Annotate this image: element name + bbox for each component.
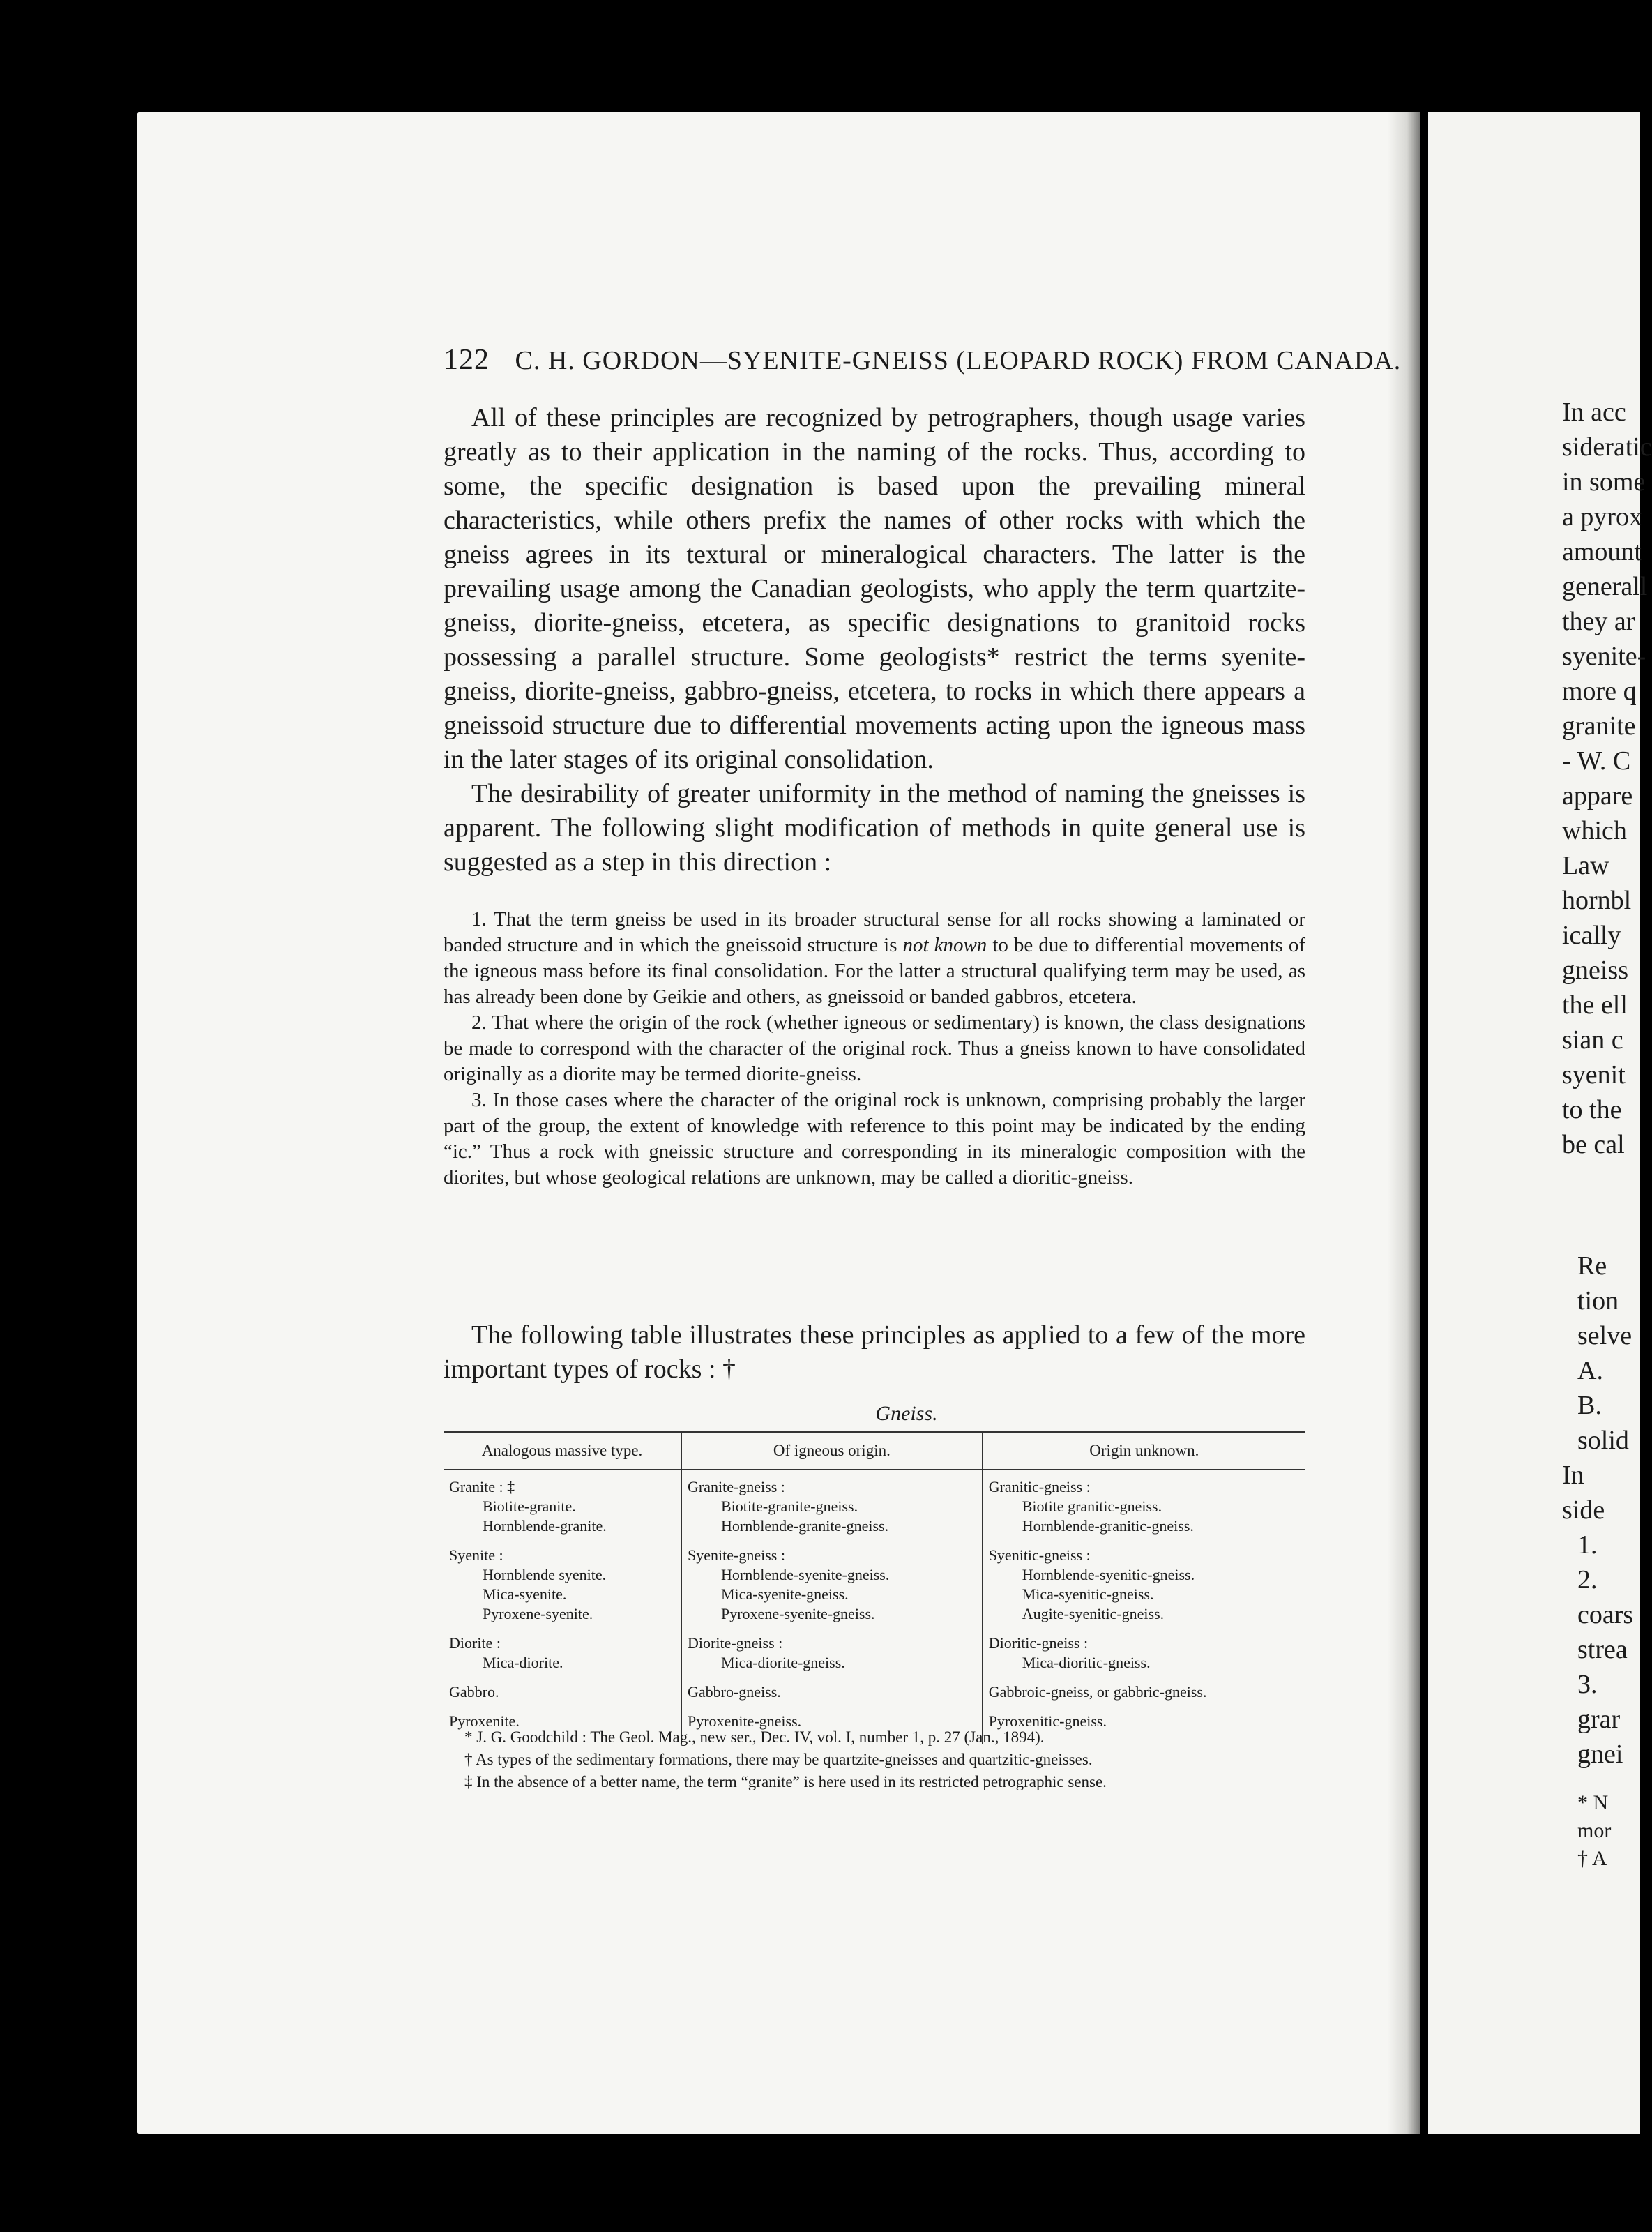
right-page-line: strea <box>1577 1635 1628 1664</box>
numbered-list <box>444 907 1305 1191</box>
list-item: 1. That the term gneiss be used in its broader structural sense for all rocks showing a laminated or banded structure and in which the gneissoid structure is not known to be due to differential movements of the igneous mass before its final consolidation. For the latter a structural qualifying term may be used, as has already been done by Geikie and others, as gneissoid or banded gabbros, etcetera. <box>444 908 1305 1008</box>
right-page-line: granite <box>1562 711 1636 741</box>
right-page-line: B. <box>1577 1391 1602 1420</box>
right-page-line: more q <box>1562 677 1637 706</box>
right-page-line: amount <box>1562 537 1642 566</box>
right-page-line: In acc <box>1562 398 1626 427</box>
running-title: C. H. GORDON—SYENITE-GNEISS (LEOPARD ROCK) FROM CANADA. <box>515 346 1402 375</box>
right-page-line: In <box>1562 1461 1584 1490</box>
gneiss-table <box>444 1431 1305 1744</box>
right-page-line: gnei <box>1577 1740 1623 1769</box>
right-page-line: selve <box>1577 1321 1632 1350</box>
right-page-line: coars <box>1577 1600 1634 1629</box>
right-page-line: which <box>1562 816 1627 845</box>
right-page-line: * N <box>1577 1791 1609 1814</box>
right-page-line: solid <box>1577 1426 1629 1455</box>
right-page-line: syenit <box>1562 1060 1626 1089</box>
footnote: † As types of the sedimentary formations, there may be quartzite-gneisses and quartzitic-gneisses. <box>464 1751 1093 1768</box>
right-page-line: tion <box>1577 1286 1619 1315</box>
page-gutter-shadow <box>1388 112 1420 2134</box>
right-page-line: a pyrox <box>1562 502 1643 531</box>
paragraph: The following table illustrates these principles as applied to a few of the more important types of rocks : † <box>444 1320 1305 1384</box>
footnote: * J. G. Goodchild : The Geol. Mag., new ser., Dec. IV, vol. I, number 1, p. 27 (Jan., 1894). <box>464 1728 1045 1746</box>
column-header: Origin unknown. <box>983 1432 1305 1470</box>
right-page-line: mor <box>1577 1819 1612 1842</box>
right-page-line: - W. C <box>1562 746 1631 776</box>
column-header: Of igneous origin. <box>681 1432 983 1470</box>
right-page-line: side <box>1562 1495 1605 1525</box>
right-page-line: be cal <box>1562 1130 1625 1159</box>
right-page-line: sian c <box>1562 1025 1623 1055</box>
right-page-line: gneiss <box>1562 956 1628 985</box>
table-intro <box>444 1318 1305 1387</box>
right-page-line: 2. <box>1577 1565 1598 1594</box>
table-caption: Gneiss. <box>875 1402 938 1425</box>
table-cell: Granite : ‡ Biotite-granite. Hornblende-granite. Syenite : Hornblende syenite. Mica-syenite. Pyroxene-syenite. Diorite : Mica-diorite. Gabbro. Pyroxenite. <box>449 1478 607 1730</box>
right-page-line: A. <box>1577 1356 1603 1385</box>
list-item: 3. In those cases where the character of the original rock is unknown, comprising probably the larger part of the group, the extent of knowledge with reference to this point may be indicated by the ending “ic.” Thus a rock with gneissic structure and corresponding in its mineralogic composition with the diorites, but whose geological relations are unknown, may be called a dioritic-gneiss. <box>444 1089 1305 1189</box>
table-cell: Granitic-gneiss : Biotite granitic-gneiss. Hornblende-granitic-gneiss. Syenitic-gneiss : Hornblende-syenitic-gneiss. Mica-syenitic-gneiss. Augite-syenitic-gneiss. Dioritic-gneiss : Mica-dioritic-gneiss. Gabbroic-gneiss, or gabbric-gneiss. Pyroxenitic-gneiss. <box>983 1470 1305 1744</box>
right-page-line: Re <box>1577 1251 1607 1281</box>
table-cell: Granite-gneiss : Biotite-granite-gneiss. Hornblende-granite-gneiss. Syenite-gneiss : Hornblende-syenite-gneiss. Mica-syenite-gneiss. Pyroxene-syenite-gneiss. Diorite-gneiss : Mica-diorite-gneiss. Gabbro-gneiss. Pyroxenite-gneiss. <box>681 1470 983 1744</box>
footnotes <box>444 1727 1305 1794</box>
column-header: Analogous massive type. <box>444 1432 681 1470</box>
running-header <box>444 343 1401 377</box>
paragraph: The desirability of greater uniformity in the method of naming the gneisses is apparent. The following slight modification of methods in quite general use is suggested as a step in this direction : <box>444 779 1305 877</box>
page-number: 122 <box>444 344 490 376</box>
right-page-line: Law <box>1562 851 1609 880</box>
footnote: ‡ In the absence of a better name, the term “granite” is here used in its restricted petrographic sense. <box>464 1773 1107 1790</box>
emphasis: not known <box>902 934 987 956</box>
right-page-line: grar <box>1577 1705 1621 1734</box>
right-page-line: 1. <box>1577 1530 1598 1560</box>
right-page-line: ically <box>1562 921 1621 950</box>
body-text <box>444 401 1305 880</box>
right-page-line: hornbl <box>1562 886 1632 915</box>
right-page-line: to the <box>1562 1095 1622 1124</box>
right-page-line: sideratic <box>1562 432 1652 462</box>
paragraph: All of these principles are recognized by petrographers, though usage varies greatly as to their application in the naming of the rocks. Thus, according to some, the specific designation is based upon the prevailing mineral characteristics, while others prefix the names of other rocks with which the gneiss agrees in its textural or mineralogical characters. The latter is the prevailing usage among the Canadian geologists, who apply the term quartzite-gneiss, diorite-gneiss, etcetera, as specific designations to granitoid rocks possessing a parallel structure. Some geologists* restrict the terms syenite-gneiss, diorite-gneiss, gabbro-gneiss, etcetera, to rocks in which there appears a gneissoid structure due to differential movements acting upon the igneous mass in the later stages of its original consolidation. <box>444 403 1305 774</box>
right-page-line: the ell <box>1562 990 1628 1020</box>
right-page-line: generall <box>1562 572 1648 601</box>
right-page-line: in some <box>1562 467 1646 497</box>
list-item: 2. That where the origin of the rock (whether igneous or sedimentary) is known, the class designations be made to correspond with the character of the original rock. Thus a gneiss known to have consolidated originally as a diorite may be termed diorite-gneiss. <box>444 1011 1305 1085</box>
right-page-line: † A <box>1577 1847 1607 1870</box>
right-page-line: appare <box>1562 781 1633 810</box>
right-page-line: 3. <box>1577 1670 1598 1699</box>
right-page-line: syenite- <box>1562 642 1646 671</box>
table-row <box>444 1470 1305 1744</box>
right-page-line: they ar <box>1562 607 1635 636</box>
